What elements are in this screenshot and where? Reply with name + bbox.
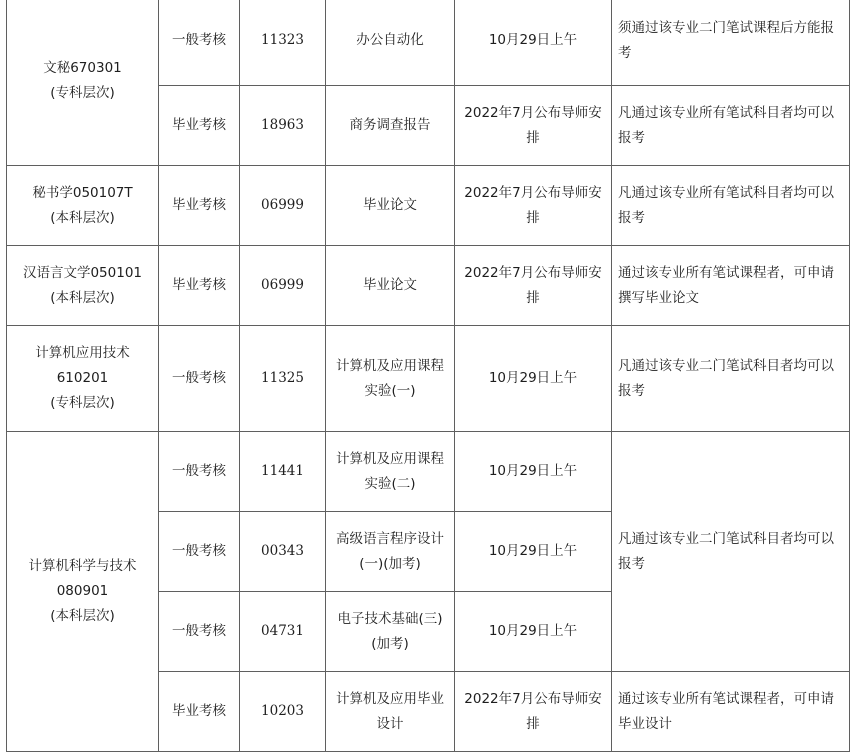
exam-time-cell <box>455 0 612 86</box>
course-name: 实验(一) <box>364 382 416 399</box>
note-text: 报考 <box>618 555 645 572</box>
exam-time: 10月29日上午 <box>488 463 578 479</box>
exam-type-cell: 一般考核 <box>159 0 240 86</box>
major-name: 秘书学050107T <box>32 184 133 201</box>
exam-time: 10月29日上午 <box>488 370 578 386</box>
exam-type-cell: 毕业考核 <box>159 672 240 752</box>
course-code-cell: 11325 <box>240 326 326 432</box>
exam-time: 10月29日上午 <box>488 32 578 48</box>
course-name-cell <box>326 326 455 432</box>
major-cell <box>7 246 159 326</box>
exam-time-cell <box>455 246 612 326</box>
major-cell <box>7 166 159 246</box>
exam-type-cell: 毕业考核 <box>159 246 240 326</box>
exam-time: 10月29日上午 <box>488 623 578 639</box>
table-row <box>7 432 850 512</box>
course-code-cell: 18963 <box>240 86 326 166</box>
note-text: 凡通过该专业所有笔试科目者均可以 <box>618 184 834 201</box>
exam-time: 10月29日上午 <box>488 543 578 559</box>
course-name: (加考) <box>371 635 409 652</box>
course-name-cell <box>326 592 455 672</box>
note-text: 凡通过该专业所有笔试科目者均可以 <box>618 104 834 121</box>
course-code-cell: 11441 <box>240 432 326 512</box>
major-level: (专科层次) <box>50 395 115 411</box>
exam-time-cell <box>455 326 612 432</box>
course-code-cell: 11323 <box>240 0 326 86</box>
course-name-cell <box>326 86 455 166</box>
course-name: 计算机及应用毕业 <box>336 690 444 707</box>
exam-time-cell <box>455 86 612 166</box>
major-cell <box>7 0 159 166</box>
exam-type-cell: 一般考核 <box>159 592 240 672</box>
major-code: 080901 <box>56 583 109 599</box>
course-name-cell <box>326 246 455 326</box>
major-level: (本科层次) <box>50 289 115 306</box>
course-name-cell <box>326 166 455 246</box>
note-text: 撰写毕业论文 <box>618 289 699 306</box>
major-cell <box>7 432 159 752</box>
table-row <box>7 326 850 432</box>
major-level: (本科层次) <box>50 209 115 226</box>
note-cell <box>612 166 850 246</box>
course-code-cell: 10203 <box>240 672 326 752</box>
exam-time-cell <box>455 672 612 752</box>
note-text: 凡通过该专业二门笔试科目者均可以 <box>618 357 834 374</box>
note-text: 通过该专业所有笔试课程者，可申请 <box>618 264 834 281</box>
exam-time: 排 <box>526 289 540 306</box>
exam-time: 2022年7月公布导师安 <box>464 184 602 201</box>
note-cell <box>612 246 850 326</box>
note-text: 须通过该专业二门笔试课程后方能报 <box>618 19 834 36</box>
course-code-cell: 04731 <box>240 592 326 672</box>
major-name: 汉语言文学050101 <box>22 264 143 281</box>
course-name-cell <box>326 512 455 592</box>
exam-time: 排 <box>526 209 540 226</box>
course-code-cell: 06999 <box>240 166 326 246</box>
note-text: 凡通过该专业二门笔试科目者均可以 <box>618 530 834 547</box>
major-code: 610201 <box>56 370 109 386</box>
exam-time-cell <box>455 592 612 672</box>
note-text: 毕业设计 <box>618 715 672 732</box>
exam-time: 2022年7月公布导师安 <box>464 264 602 281</box>
exam-time-cell <box>455 166 612 246</box>
course-name-cell <box>326 672 455 752</box>
table-row <box>7 0 850 86</box>
note-cell <box>612 86 850 166</box>
course-name: 计算机及应用课程 <box>336 357 444 374</box>
exam-type-cell: 一般考核 <box>159 512 240 592</box>
major-name: 文秘670301 <box>43 59 122 76</box>
course-name: 商务调查报告 <box>349 117 431 133</box>
table-row <box>7 166 850 246</box>
course-name-cell <box>326 432 455 512</box>
major-cell <box>7 326 159 432</box>
major-name: 计算机应用技术 <box>35 345 130 361</box>
note-cell <box>612 672 850 752</box>
exam-time: 2022年7月公布导师安 <box>464 104 602 121</box>
exam-type-cell: 毕业考核 <box>159 86 240 166</box>
course-code-cell: 00343 <box>240 512 326 592</box>
course-name: 毕业论文 <box>363 277 417 293</box>
major-level: (专科层次) <box>50 84 115 101</box>
exam-time: 排 <box>526 129 540 146</box>
course-name: 实验(二) <box>364 475 416 492</box>
note-cell <box>612 326 850 432</box>
major-level: (本科层次) <box>50 608 115 624</box>
exam-time-cell <box>455 432 612 512</box>
course-name: 高级语言程序设计 <box>336 530 444 547</box>
note-cell <box>612 0 850 86</box>
course-name: 电子技术基础(三) <box>337 610 443 627</box>
exam-schedule-table <box>6 0 850 752</box>
exam-type-cell: 一般考核 <box>159 432 240 512</box>
course-code-cell: 06999 <box>240 246 326 326</box>
exam-time: 排 <box>526 715 540 732</box>
note-text: 考 <box>618 44 632 61</box>
major-name: 计算机科学与技术 <box>28 558 137 574</box>
note-text: 报考 <box>618 382 645 399</box>
note-text: 通过该专业所有笔试课程者，可申请 <box>618 690 834 707</box>
note-cell <box>612 432 850 672</box>
table-row <box>7 246 850 326</box>
exam-type-cell: 一般考核 <box>159 326 240 432</box>
course-name: 计算机及应用课程 <box>336 450 444 467</box>
course-name: 毕业论文 <box>363 197 417 213</box>
course-name: 设计 <box>376 715 404 732</box>
note-text: 报考 <box>618 209 645 226</box>
course-name: (一)(加考) <box>359 555 421 572</box>
exam-time: 2022年7月公布导师安 <box>464 690 602 707</box>
note-text: 报考 <box>618 129 645 146</box>
course-name: 办公自动化 <box>356 32 424 48</box>
exam-type-cell: 毕业考核 <box>159 166 240 246</box>
exam-time-cell <box>455 512 612 592</box>
course-name-cell <box>326 0 455 86</box>
